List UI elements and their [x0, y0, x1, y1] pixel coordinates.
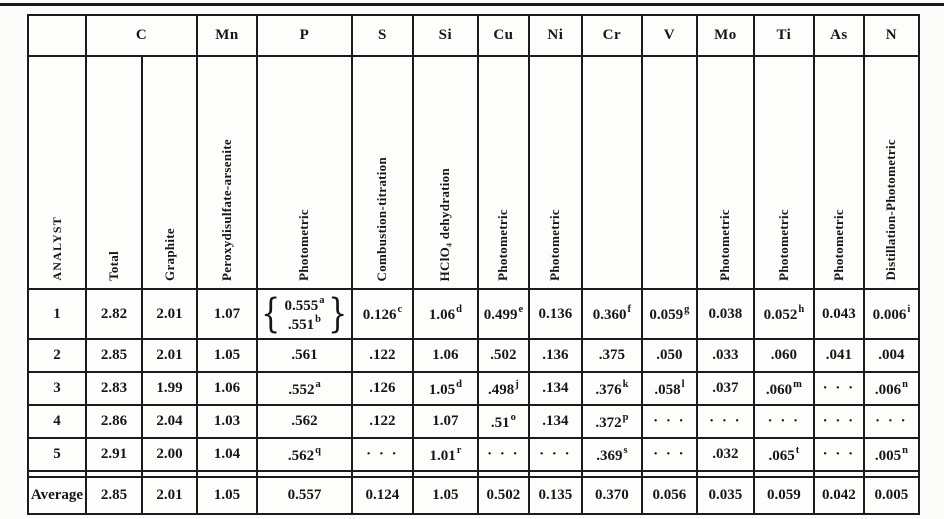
cell-c-graphite [142, 339, 197, 372]
cell-value: .551 [287, 317, 315, 333]
cell-cu [478, 438, 529, 471]
cell-mn [197, 372, 257, 405]
cell-mo [697, 477, 754, 514]
method-header-ni [529, 56, 582, 289]
cell-cu [478, 405, 529, 438]
method-header-label: Graphite [161, 228, 177, 281]
cell-si [413, 372, 478, 405]
cell-cr [582, 289, 642, 339]
method-header-label: ANALYST [49, 216, 64, 281]
element-header-ni [529, 15, 582, 56]
cell-mo [697, 372, 754, 405]
cell-analyst [28, 372, 86, 405]
cell-value: 0.056 [652, 487, 687, 503]
footnote-marker: d [456, 378, 462, 390]
cell-value: 1.03 [213, 413, 241, 429]
vertical-label-wrap [815, 57, 863, 288]
cell-analyst [28, 438, 86, 471]
method-header-v [642, 56, 697, 289]
method-header-s [352, 56, 413, 289]
cell-value: 1.06 [213, 380, 241, 396]
cell-value: · · · [653, 413, 686, 429]
footnote-marker: r [456, 444, 462, 456]
cell-cu [478, 477, 529, 514]
cell-mn [197, 405, 257, 438]
footnote-marker: d [456, 304, 462, 315]
cell-value: .122 [369, 413, 396, 429]
cell-value: 0.043 [822, 305, 856, 322]
footnote-marker: o [510, 411, 516, 423]
element-header-mn [197, 15, 257, 56]
cell-value: 0.136 [538, 305, 573, 322]
cell-ni [529, 438, 582, 471]
cell-n [864, 289, 919, 339]
cell-value: 0.124 [365, 487, 400, 503]
cell-v [642, 372, 697, 405]
cell-p [257, 289, 352, 339]
cell-value: · · · [539, 446, 572, 462]
cell-n [864, 438, 919, 471]
right-brace-glyph: } [328, 291, 348, 337]
cell-analyst [28, 339, 86, 372]
cell-value: 2.86 [100, 413, 128, 429]
cell-p [257, 405, 352, 438]
footnote-marker: h [798, 304, 805, 315]
cell-ti [754, 477, 814, 514]
vertical-label-wrap [414, 57, 477, 288]
cell-value: .561 [291, 347, 318, 363]
cell-si [413, 405, 478, 438]
element-header-cu [478, 15, 529, 56]
braced-value-group [258, 291, 351, 337]
method-header-label: Total [106, 251, 121, 281]
method-header-analyst [28, 56, 86, 289]
method-header-label: HClO₄ dehydration [437, 167, 453, 281]
cell-value: 0.059 [649, 307, 684, 323]
cell-c-graphite [142, 438, 197, 471]
cell-as [814, 339, 864, 372]
cell-value: 0.126 [362, 307, 397, 323]
element-header-label: V [663, 27, 676, 43]
cell-si [413, 289, 478, 339]
element-header-si [413, 15, 478, 56]
cell-value: .032 [712, 446, 739, 462]
cell-value: · · · [875, 413, 908, 429]
cell-ni [529, 372, 582, 405]
vertical-label-wrap [479, 57, 528, 288]
cell-value: 1.05 [213, 487, 241, 503]
element-header-as [814, 15, 864, 56]
cell-si [413, 477, 478, 514]
cell-value: 1.04 [213, 446, 241, 462]
cell-p [257, 372, 352, 405]
cell-s [352, 477, 413, 514]
method-header-c-total [86, 56, 142, 289]
method-header-label: Peroxydisulfate-arsenite [219, 139, 234, 281]
vertical-label-wrap [530, 57, 581, 288]
cell-c-total [86, 372, 142, 405]
cell-as [814, 289, 864, 339]
vertical-label-wrap [643, 57, 696, 288]
cell-value: 2.82 [100, 305, 128, 322]
cell-value: 2.91 [100, 446, 128, 462]
cell-value: .033 [712, 347, 739, 363]
footnote-marker: n [902, 444, 908, 456]
method-header-label: Photometric [296, 209, 312, 281]
element-header-label: Ni [547, 27, 564, 43]
footnote-marker: c [397, 304, 403, 315]
method-header-label: Photometric [495, 209, 511, 281]
element-header-label: C [135, 27, 148, 43]
method-header-label: Photometric [830, 209, 846, 281]
cell-c-graphite [142, 289, 197, 339]
cell-value: 0.555 [284, 297, 319, 314]
cell-mn [197, 477, 257, 514]
table-row [28, 372, 919, 405]
cell-cr [582, 339, 642, 372]
table-row [28, 289, 919, 339]
cell-p [257, 339, 352, 372]
cell-value: .562 [291, 413, 318, 429]
cell-value: .136 [542, 347, 569, 363]
cell-c-total [86, 289, 142, 339]
cell-value: 0.557 [287, 487, 322, 503]
footnote-marker: t [795, 444, 800, 456]
cell-c-total [86, 405, 142, 438]
cell-s [352, 339, 413, 372]
vertical-label-wrap [87, 57, 141, 288]
cell-value: 0.035 [708, 487, 743, 503]
cell-mo [697, 289, 754, 339]
cell-n [864, 477, 919, 514]
cell-value: .562 [287, 447, 315, 464]
cell-value: 2.85 [100, 347, 128, 363]
element-header-label: As [830, 27, 848, 43]
method-header-cr [582, 56, 642, 289]
element-header-s [352, 15, 413, 56]
method-header-label: Combustion-titration [374, 156, 390, 281]
cell-value: .498 [488, 381, 515, 398]
cell-as [814, 372, 864, 405]
cell-mn [197, 289, 257, 339]
cell-value: .004 [878, 347, 905, 363]
cell-ti [754, 339, 814, 372]
braced-value-line [284, 295, 324, 314]
cell-value: · · · [487, 446, 520, 462]
cell-v [642, 405, 697, 438]
element-header-label: Cr [602, 27, 622, 43]
cell-value: · · · [653, 446, 686, 462]
footnote-marker: s [623, 444, 628, 456]
cell-value: .050 [656, 347, 683, 363]
element-header-ti [754, 15, 814, 56]
cell-si [413, 438, 478, 471]
method-header-n [864, 56, 919, 289]
cell-value: · · · [767, 413, 801, 429]
cell-ti [754, 438, 814, 471]
cell-c-total [86, 339, 142, 372]
cell-value: 2.83 [100, 380, 128, 396]
footnote-marker: m [793, 378, 802, 390]
cell-analyst [28, 289, 86, 339]
method-header-ti [754, 56, 814, 289]
cell-cu [478, 289, 529, 339]
element-header-v [642, 15, 697, 56]
element-header-c [86, 15, 197, 56]
element-header-label: S [377, 27, 387, 43]
cell-cu [478, 372, 529, 405]
cell-analyst [28, 477, 86, 514]
cell-mn [197, 438, 257, 471]
cell-as [814, 477, 864, 514]
cell-s [352, 405, 413, 438]
cell-value: · · · [822, 446, 856, 462]
cell-value: 0.006 [872, 307, 907, 323]
row-label: 2 [53, 347, 61, 363]
cell-value: 0.499 [483, 307, 518, 323]
cell-n [864, 372, 919, 405]
cell-n [864, 339, 919, 372]
cell-value: 1.05 [432, 487, 459, 503]
cell-v [642, 438, 697, 471]
cell-mo [697, 438, 754, 471]
average-row [28, 477, 919, 514]
cell-mn [197, 339, 257, 372]
cell-value: 0.052 [763, 307, 798, 323]
cell-v [642, 477, 697, 514]
row-label: Average [30, 487, 84, 503]
cell-mo [697, 339, 754, 372]
element-header-label: P [299, 27, 310, 43]
cell-cr [582, 438, 642, 471]
cell-n [864, 405, 919, 438]
method-header-label: Photometric [717, 209, 733, 281]
footnote-marker: n [902, 378, 908, 390]
cell-c-total [86, 477, 142, 514]
cell-value: · · · [822, 413, 856, 429]
cell-ni [529, 339, 582, 372]
vertical-label-wrap [353, 57, 412, 288]
cell-cr [582, 405, 642, 438]
cell-s [352, 438, 413, 471]
method-header-label: Photometric [775, 209, 791, 281]
element-header-label: Ti [776, 27, 792, 43]
table-row [28, 405, 919, 438]
cell-p [257, 477, 352, 514]
row-label: 1 [53, 305, 61, 322]
element-header-label: Cu [493, 27, 514, 43]
vertical-label-wrap [698, 57, 753, 288]
vertical-label-wrap [143, 57, 196, 288]
cell-value: .060 [770, 347, 798, 363]
cell-value: .060 [765, 381, 793, 398]
cell-value: .502 [490, 347, 517, 363]
method-header-row [28, 56, 919, 289]
cell-value: 1.06 [432, 347, 459, 363]
method-header-cu [478, 56, 529, 289]
analysis-table [27, 14, 920, 515]
method-header-label: Distillation-Photometric [883, 139, 899, 281]
cell-value: 1.01 [429, 447, 456, 464]
cell-s [352, 289, 413, 339]
cell-value: 1.05 [428, 381, 456, 398]
footnote-marker: p [622, 411, 629, 423]
cell-value: .037 [712, 380, 739, 396]
cell-ti [754, 405, 814, 438]
footnote-marker: a [319, 294, 325, 306]
cell-cr [582, 372, 642, 405]
footnote-marker: i [907, 304, 911, 315]
cell-as [814, 405, 864, 438]
method-header-mo [697, 56, 754, 289]
vertical-label-wrap [755, 57, 813, 288]
cell-value: .552 [288, 381, 315, 398]
row-label: 4 [53, 413, 61, 429]
vertical-label-wrap [198, 57, 256, 288]
method-header-p [257, 56, 352, 289]
cell-value: 2.85 [100, 487, 128, 503]
element-symbol-header-row [28, 15, 919, 56]
cell-value: 0.360 [592, 307, 627, 323]
cell-ni [529, 289, 582, 339]
page-top-rule [0, 3, 944, 6]
cell-v [642, 289, 697, 339]
cell-ni [529, 405, 582, 438]
footnote-marker: l [681, 378, 685, 390]
cell-value: .065 [768, 447, 795, 464]
cell-analyst [28, 405, 86, 438]
vertical-label-wrap [258, 57, 351, 288]
method-header-label: Photometric [547, 209, 563, 281]
cell-value: 1.06 [428, 307, 456, 323]
cell-value: .041 [825, 347, 853, 363]
method-header-si [413, 56, 478, 289]
cell-value: 0.502 [486, 487, 521, 503]
cell-c-graphite [142, 477, 197, 514]
cell-value: · · · [822, 380, 856, 396]
method-header-c-graphite [142, 56, 197, 289]
braced-value-stack [284, 295, 324, 333]
footnote-marker: a [315, 378, 321, 390]
footnote-marker: q [315, 444, 321, 456]
cell-value: 1.07 [213, 305, 241, 322]
cell-value: .375 [598, 347, 626, 363]
left-brace-glyph: { [261, 291, 281, 337]
footnote-marker: b [315, 314, 321, 325]
vertical-label-wrap [29, 57, 85, 288]
braced-value-line [284, 314, 324, 333]
footnote-marker: j [515, 378, 519, 390]
cell-value: 0.059 [767, 487, 801, 503]
element-header-label: Si [438, 27, 453, 43]
corner-cell [28, 15, 86, 56]
cell-value: 0.370 [595, 487, 629, 503]
cell-value: 0.038 [708, 305, 743, 322]
cell-c-total [86, 438, 142, 471]
cell-p [257, 438, 352, 471]
cell-value: · · · [709, 413, 742, 429]
cell-value: .006 [874, 381, 902, 398]
cell-s [352, 372, 413, 405]
cell-value: · · · [366, 446, 399, 462]
cell-value: 1.05 [213, 347, 241, 363]
element-header-label: Mn [215, 27, 239, 43]
cell-ti [754, 289, 814, 339]
cell-c-graphite [142, 372, 197, 405]
cell-value: 2.01 [156, 305, 183, 322]
cell-value: .372 [595, 414, 622, 431]
cell-value: .058 [654, 381, 681, 398]
cell-value: 0.042 [822, 487, 856, 503]
footnote-marker: k [622, 378, 629, 390]
cell-value: 0.005 [874, 487, 909, 503]
row-label: 3 [53, 380, 61, 396]
cell-si [413, 339, 478, 372]
cell-mo [697, 405, 754, 438]
cell-value: 1.07 [432, 413, 459, 429]
cell-cu [478, 339, 529, 372]
cell-value: .134 [542, 380, 569, 396]
method-header-as [814, 56, 864, 289]
element-header-mo [697, 15, 754, 56]
element-header-p [257, 15, 352, 56]
cell-value: 1.99 [156, 380, 183, 396]
element-header-label: Mo [714, 27, 737, 43]
footnote-marker: e [518, 304, 524, 315]
cell-as [814, 438, 864, 471]
cell-value: .134 [542, 413, 569, 429]
cell-ni [529, 477, 582, 514]
cell-value: .376 [595, 381, 622, 398]
cell-value: 0.135 [538, 487, 573, 503]
vertical-label-wrap [865, 57, 918, 288]
table-row [28, 339, 919, 372]
table-row [28, 438, 919, 471]
cell-ti [754, 372, 814, 405]
cell-c-graphite [142, 405, 197, 438]
cell-value: .369 [596, 447, 623, 464]
vertical-label-wrap [583, 57, 641, 288]
cell-value: .122 [369, 347, 396, 363]
cell-value: .51 [490, 414, 510, 431]
cell-value: .126 [369, 380, 396, 396]
cell-value: 2.01 [156, 347, 183, 363]
footnote-marker: f [627, 304, 632, 315]
cell-cr [582, 477, 642, 514]
cell-value: 2.04 [156, 413, 183, 429]
cell-value: .005 [874, 447, 902, 464]
analysis-table-container [27, 14, 920, 515]
element-header-label: N [885, 27, 898, 43]
cell-v [642, 339, 697, 372]
row-label: 5 [53, 446, 61, 462]
method-header-mn [197, 56, 257, 289]
element-header-n [864, 15, 919, 56]
cell-value: 2.00 [156, 446, 183, 462]
element-header-cr [582, 15, 642, 56]
cell-value: 2.01 [156, 487, 183, 503]
footnote-marker: g [684, 304, 690, 315]
